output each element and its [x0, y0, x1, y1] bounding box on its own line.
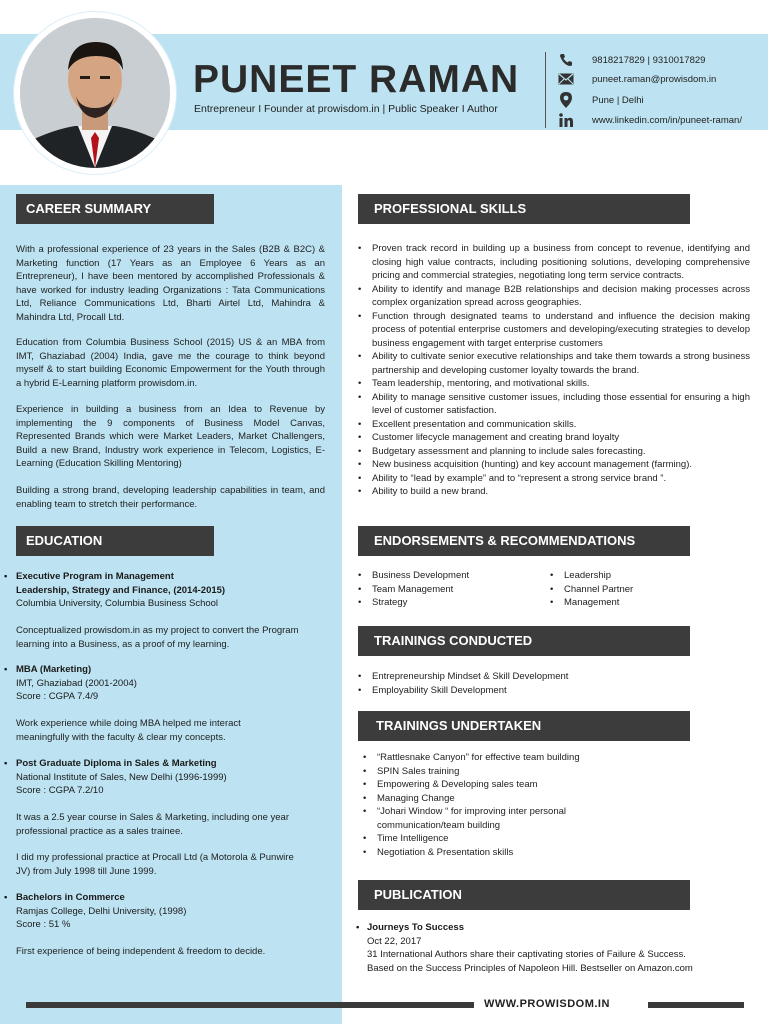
contact-phone-text: 9818217829 | 9310017829: [592, 54, 706, 66]
endorsement-item: • Strategy: [356, 596, 546, 610]
training-item: • “Johari Window “ for improving inter personal communication/team building: [361, 805, 621, 832]
endorsements-right-list: [548, 569, 738, 610]
training-item: • Negotiation & Presentation skills: [361, 846, 621, 860]
skill-item: • Function through designated teams to understand and influence the decision making process of potential enterprise customers and developing/executing strategies to develop business engagement with target enterprise customers: [356, 310, 750, 351]
endorsement-item: • Team Management: [356, 583, 546, 597]
trainings-undertaken-list: [361, 751, 621, 859]
contact-linkedin-text: www.linkedin.com/in/puneet-raman/: [592, 114, 742, 126]
skill-item: • Ability to “lead by example” and to “represent a strong service brand ”.: [356, 472, 750, 486]
phone-icon: [556, 52, 576, 68]
envelope-icon: [556, 71, 576, 87]
skill-item: • New business acquisition (hunting) and key account management (farming).: [356, 458, 750, 472]
training-item: • SPIN Sales training: [361, 765, 621, 779]
skill-item: • Ability to manage sensitive customer issues, including those essential for ensuring a high level of customer satisfaction.: [356, 391, 750, 418]
education-heading: EDUCATION: [16, 526, 214, 556]
person-tagline: Entrepreneur I Founder at prowisdom.in | Public Speaker I Author: [194, 103, 498, 115]
contact-email[interactable]: [556, 71, 716, 87]
trainings-undertaken-heading: TRAININGS UNDERTAKEN: [358, 711, 690, 741]
training-item: • Empowering & Developing sales team: [361, 778, 621, 792]
education-title: • Executive Program in Management Leadership, Strategy and Finance, (2014-2015): [4, 570, 304, 597]
education-item: [4, 757, 304, 798]
skill-item: • Ability to cultivate senior executive relationships and take them towards a strong business partnership and developing customer loyalty towards the brand.: [356, 350, 750, 377]
endorsements-left-list: [356, 569, 546, 610]
skill-item: • Customer lifecycle management and creating brand loyalty: [356, 431, 750, 445]
publication-description: 31 International Authors share their captivating stories of Failure & Success.: [367, 949, 686, 960]
education-institution: Columbia University, Columbia Business School: [16, 598, 219, 609]
education-title: • Bachelors in Commerce: [4, 891, 304, 905]
contact-location-text: Pune | Delhi: [592, 94, 644, 106]
publication-title: • Journeys To Success: [356, 922, 464, 933]
footer-bar-right: [648, 1002, 744, 1008]
publication-heading: PUBLICATION: [358, 880, 690, 910]
education-note: It was a 2.5 year course in Sales & Marketing, including one year professional practice as a sales trainee.: [16, 812, 290, 837]
education-note: I did my professional practice at Procall Ltd (a Motorola & Punwire JV) from July 1998 till June 1999.: [16, 852, 294, 877]
person-name: PUNEET RAMAN: [193, 58, 520, 101]
endorsement-item: • Management: [548, 596, 738, 610]
skill-item: • Budgetary assessment and planning to include sales forecasting.: [356, 445, 750, 459]
trainings-conducted-heading: TRAININGS CONDUCTED: [358, 626, 690, 656]
career-paragraph: Building a strong brand, developing leadership capabilities in team, and enabling team to stretch their performance.: [16, 485, 325, 510]
education-title: • Post Graduate Diploma in Sales & Marketing: [4, 757, 304, 771]
endorsement-item: • Business Development: [356, 569, 546, 583]
publication-entry: [356, 921, 756, 975]
training-item: • “Rattlesnake Canyon” for effective team building: [361, 751, 621, 765]
location-pin-icon: [556, 92, 576, 108]
contact-linkedin[interactable]: [556, 112, 742, 128]
education-note: First experience of being independent & freedom to decide.: [16, 946, 266, 957]
contact-email-text: puneet.raman@prowisdom.in: [592, 73, 717, 85]
career-paragraph: With a professional experience of 23 years in the Sales (B2B & B2C) & Marketing function (17 Years as an Employee 6 Years as an Entrepreneur), I have been mentored by accomplished Professionals & have worked for industry leading Organizations : Tata Communications Ltd, Reliance Communications Ltd, Bharti Airtel Ltd, Mahindra & Mahindra Ltd, Procall Ltd.: [16, 244, 325, 323]
education-note: Work experience while doing MBA helped me interact meaningfully with the faculty & clear my concepts.: [16, 718, 241, 743]
skills-list: [356, 242, 750, 499]
career-paragraph: Education from Columbia Business School (2015) US & an MBA from IMT, Ghaziabad (2004) India, gave me the courage to think beyond myself & to start building Economic Empowerment for the Youth through a hybrid E-Learning platform prowisdom.in.: [16, 337, 325, 389]
education-institution: IMT, Ghaziabad (2001-2004) Score : CGPA 7.4/9: [16, 677, 137, 702]
education-institution: Ramjas College, Delhi University, (1998) Score : 51 %: [16, 905, 187, 930]
footer-bar-left: [26, 1002, 474, 1008]
training-item: • Entrepreneurship Mindset & Skill Development: [356, 670, 750, 684]
training-item: • Employability Skill Development: [356, 684, 750, 698]
skill-item: • Proven track record in building up a business from concept to revenue, identifying and closing high value contracts, including positioning solutions, developing comprehensive pricing and commercial strategies, negotiating long term service contracts.: [356, 242, 750, 283]
education-item: [4, 570, 304, 611]
education-item: [4, 663, 304, 704]
skill-item: • Ability to identify and manage B2B relationships and decision making processes across complex organization spread across geographies.: [356, 283, 750, 310]
education-institution: National Institute of Sales, New Delhi (1996-1999) Score : CGPA 7.2/10: [16, 771, 227, 796]
contact-location: [556, 92, 644, 108]
endorsements-heading: ENDORSEMENTS & RECOMMENDATIONS: [358, 526, 690, 556]
linkedin-icon: [556, 112, 576, 128]
professional-skills-heading: PROFESSIONAL SKILLS: [358, 194, 690, 224]
endorsement-item: • Channel Partner: [548, 583, 738, 597]
training-item: • Managing Change: [361, 792, 621, 806]
education-note: Conceptualized prowisdom.in as my project to convert the Program learning into a Business, as a proof of my learning.: [16, 625, 299, 650]
profile-photo: [20, 18, 170, 168]
header-divider: [545, 52, 546, 128]
career-summary-heading: CAREER SUMMARY: [16, 194, 214, 224]
career-paragraph: Experience in building a business from an Idea to Revenue by implementing the 9 components of Business Model Canvas, Represented Brands which were Market Leaders, Market Challengers, Build a new Brand, Industry work experience in Telecom, Logistics, E-Learning (Education Skilling Mentoring): [16, 404, 325, 469]
education-item: [4, 891, 304, 932]
footer-website-link[interactable]: WWW.PROWISDOM.IN: [484, 998, 610, 1010]
skill-item: • Ability to build a new brand.: [356, 485, 750, 499]
endorsement-item: • Leadership: [548, 569, 738, 583]
education-title: • MBA (Marketing): [4, 663, 304, 677]
contact-phone: [556, 52, 705, 68]
trainings-conducted-list: [356, 670, 750, 697]
skill-item: • Team leadership, mentoring, and motivational skills.: [356, 377, 750, 391]
publication-date: Oct 22, 2017: [367, 935, 422, 947]
skill-item: • Excellent presentation and communication skills.: [356, 418, 750, 432]
training-item: • Time Intelligence: [361, 832, 621, 846]
publication-description: Based on the Success Principles of Napoleon Hill. Bestseller on Amazon.com: [367, 962, 693, 974]
